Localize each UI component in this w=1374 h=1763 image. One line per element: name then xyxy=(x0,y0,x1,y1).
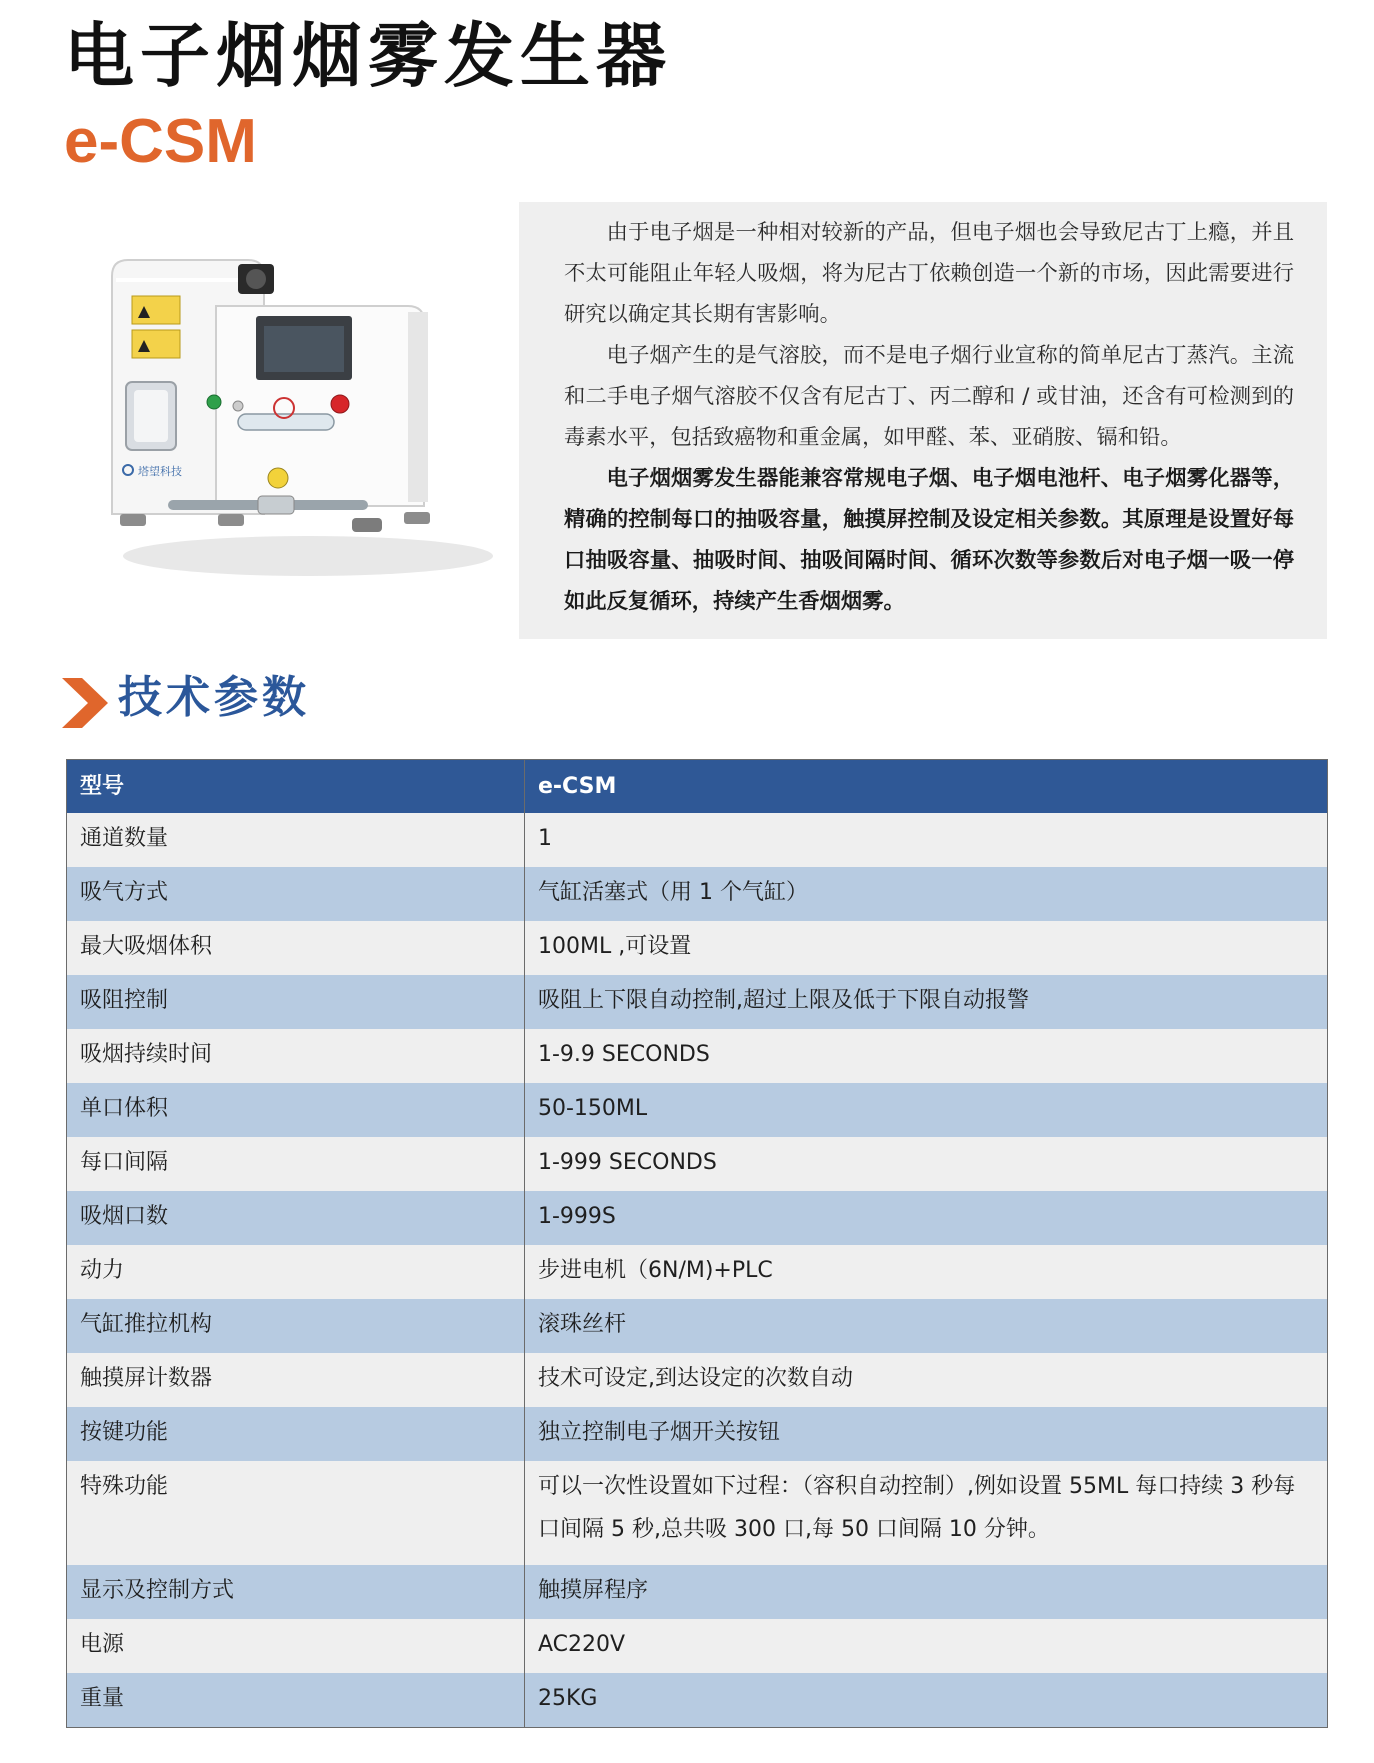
spec-value: 1-999 SECONDS xyxy=(525,1137,1328,1191)
table-row xyxy=(67,921,1328,975)
spec-value: 独立控制电子烟开关按钮 xyxy=(525,1407,1328,1461)
table-row xyxy=(67,813,1328,867)
table-row xyxy=(67,1245,1328,1299)
spec-value: 吸阻上下限自动控制,超过上限及低于下限自动报警 xyxy=(525,975,1328,1029)
spec-value: 50-150ML xyxy=(525,1083,1328,1137)
table-row xyxy=(67,867,1328,921)
spec-label: 电源 xyxy=(67,1619,525,1673)
table-row xyxy=(67,1137,1328,1191)
product-photo xyxy=(108,256,493,606)
spec-label: 重量 xyxy=(67,1673,525,1728)
spec-label: 吸阻控制 xyxy=(67,975,525,1029)
table-row xyxy=(67,1299,1328,1353)
table-header-row xyxy=(67,760,1328,814)
spec-label: 最大吸烟体积 xyxy=(67,921,525,975)
table-row xyxy=(67,1565,1328,1619)
description-text xyxy=(564,212,1294,622)
header-label: 型号 xyxy=(67,760,525,814)
table-row xyxy=(67,1083,1328,1137)
header-value: e-CSM xyxy=(525,760,1328,814)
spec-value: 100ML ,可设置 xyxy=(525,921,1328,975)
spec-label: 每口间隔 xyxy=(67,1137,525,1191)
spec-value: AC220V xyxy=(525,1619,1328,1673)
model-name: e-CSM xyxy=(64,107,257,176)
table-row xyxy=(67,1673,1328,1728)
table-row xyxy=(67,1619,1328,1673)
spec-label: 动力 xyxy=(67,1245,525,1299)
table-row xyxy=(67,1191,1328,1245)
table-row xyxy=(67,1353,1328,1407)
spec-value: 1-9.9 SECONDS xyxy=(525,1029,1328,1083)
spec-value: 步进电机（6N/M)+PLC xyxy=(525,1245,1328,1299)
spec-label: 吸气方式 xyxy=(67,867,525,921)
chevron-right-icon xyxy=(62,678,108,728)
spec-value: 1 xyxy=(525,813,1328,867)
brand-label: 塔望科技 xyxy=(138,465,182,478)
spec-value: 可以一次性设置如下过程：（容积自动控制）,例如设置 55ML 每口持续 3 秒每口间隔 5 秒,总共吸 300 口,每 50 口间隔 10 分钟。 xyxy=(525,1461,1328,1565)
spec-table xyxy=(66,759,1328,1728)
spec-label: 气缸推拉机构 xyxy=(67,1299,525,1353)
spec-value: 技术可设定,到达设定的次数自动 xyxy=(525,1353,1328,1407)
spec-value: 触摸屏程序 xyxy=(525,1565,1328,1619)
spec-label: 显示及控制方式 xyxy=(67,1565,525,1619)
spec-label: 触摸屏计数器 xyxy=(67,1353,525,1407)
description-paragraph: 电子烟产生的是气溶胶，而不是电子烟行业宣称的简单尼古丁蒸汽。主流和二手电子烟气溶胶不仅含有尼古丁、丙二醇和 / 或甘油，还含有可检测到的毒素水平，包括致癌物和重金属，如甲醛、苯、亚硝胺、镉和铅。 xyxy=(564,343,1294,450)
section-title: 技术参数 xyxy=(118,672,310,723)
description-paragraph-bold: 电子烟烟雾发生器能兼容常规电子烟、电子烟电池杆、电子烟雾化器等，精确的控制每口的抽吸容量，触摸屏控制及设定相关参数。其原理是设置好每口抽吸容量、抽吸时间、抽吸间隔时间、循环次数等参数后对电子烟一吸一停如此反复循环，持续产生香烟烟雾。 xyxy=(564,466,1294,614)
table-row xyxy=(67,1407,1328,1461)
spec-value: 25KG xyxy=(525,1673,1328,1728)
description-paragraph: 由于电子烟是一种相对较新的产品，但电子烟也会导致尼古丁上瘾，并且不太可能阻止年轻人吸烟，将为尼古丁依赖创造一个新的市场，因此需要进行研究以确定其长期有害影响。 xyxy=(564,220,1294,327)
page-title: 电子烟烟雾发生器 xyxy=(64,15,672,97)
spec-label: 按键功能 xyxy=(67,1407,525,1461)
spec-label: 吸烟口数 xyxy=(67,1191,525,1245)
table-row xyxy=(67,975,1328,1029)
description-box xyxy=(519,202,1327,639)
spec-value: 滚珠丝杆 xyxy=(525,1299,1328,1353)
spec-label: 通道数量 xyxy=(67,813,525,867)
spec-label: 吸烟持续时间 xyxy=(67,1029,525,1083)
spec-label: 特殊功能 xyxy=(67,1461,525,1565)
spec-value: 1-999S xyxy=(525,1191,1328,1245)
spec-value: 气缸活塞式（用 1 个气缸） xyxy=(525,867,1328,921)
spec-label: 单口体积 xyxy=(67,1083,525,1137)
table-row xyxy=(67,1461,1328,1565)
table-row xyxy=(67,1029,1328,1083)
